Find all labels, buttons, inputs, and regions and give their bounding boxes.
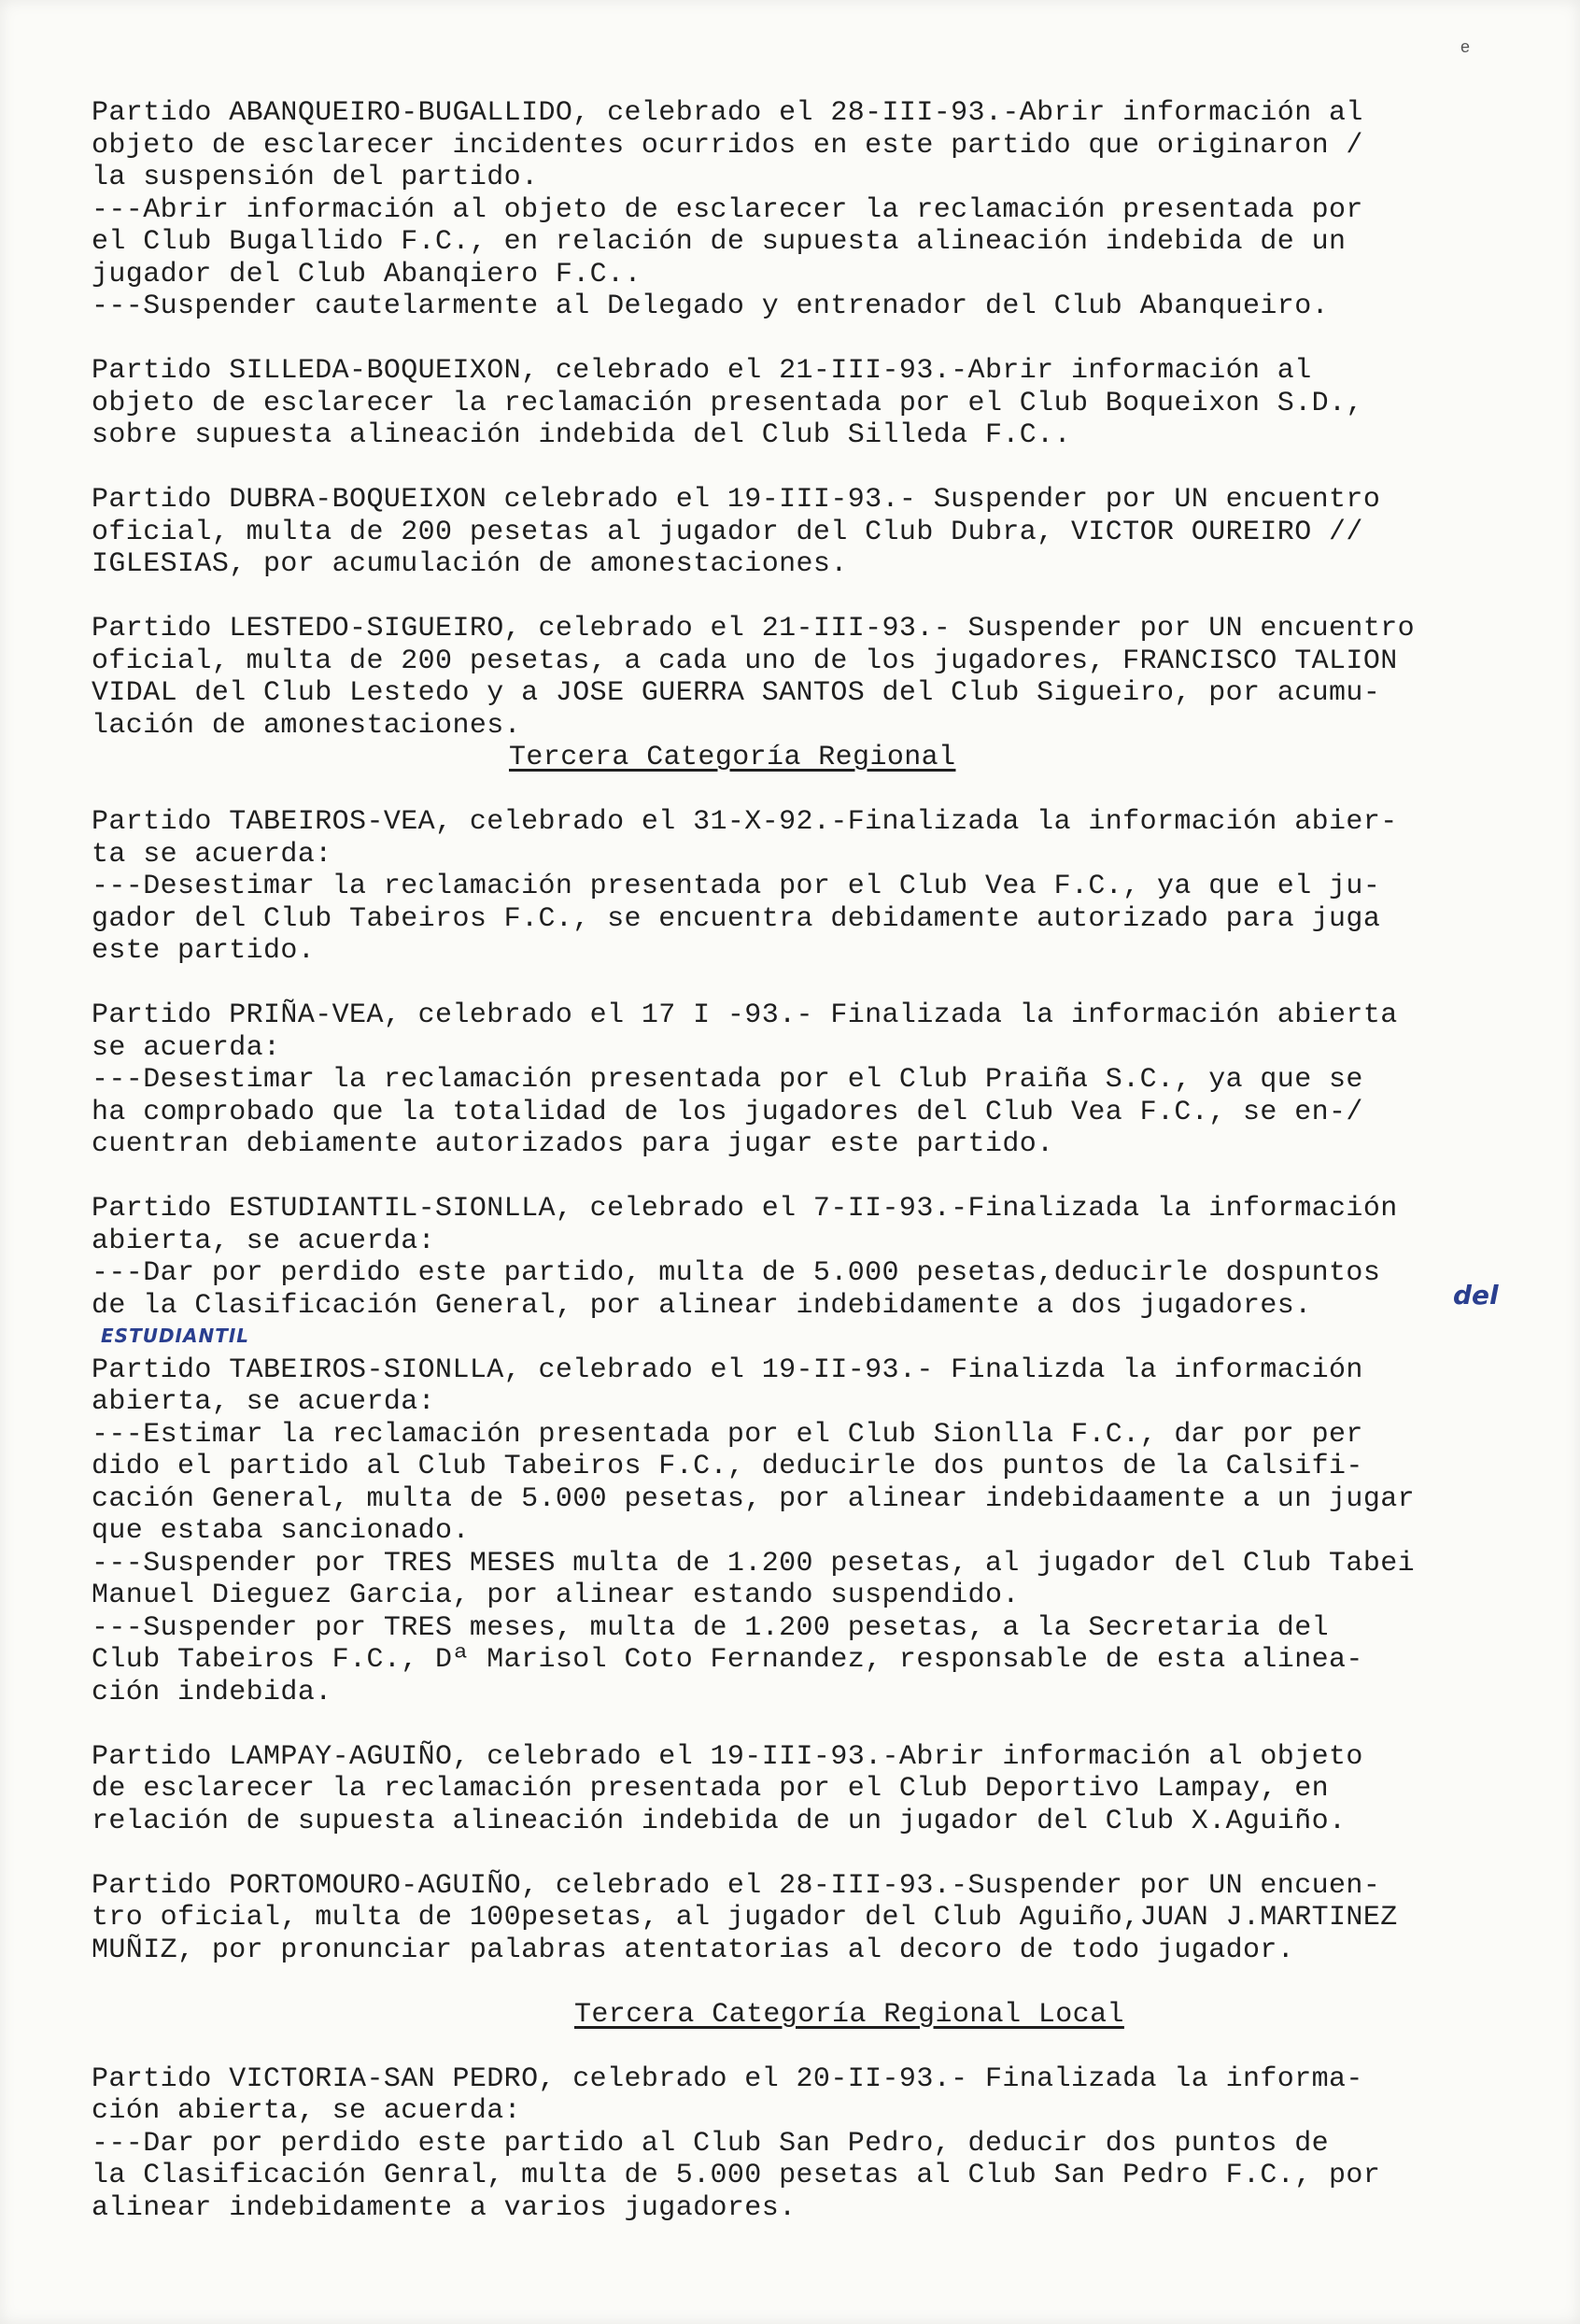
text-line: ha comprobado que la totalidad de los jugadores del Club Vea F.C., se en-/ (92, 1096, 1363, 1128)
blank-line (92, 1966, 1548, 1999)
text-line: ---Suspender por TRES MESES multa de 1.200 pesetas, al jugador del Club Tabei (92, 1547, 1416, 1580)
text-line: Partido ABANQUEIRO-BUGALLIDO, celebrado el 28-III-93.-Abrir información al (92, 97, 1363, 129)
text-line: que estaba sancionado. (92, 1515, 470, 1547)
text-line: Partido TABEIROS-VEA, celebrado el 31-X-92.-Finalizada la información abier- (92, 806, 1398, 838)
blank-line (92, 581, 1548, 614)
text-line: abierta, se acuerda: (92, 1225, 436, 1257)
text-line: de esclarecer la reclamación presentada por el Club Deportivo Lampay, en (92, 1773, 1330, 1805)
handwritten-annotation: ESTUDIANTIL (101, 1325, 250, 1347)
section-heading (92, 1999, 1548, 2032)
text-line: MUÑIZ, por pronunciar palabras atentatorias al decoro de todo jugador. (92, 1934, 1295, 1966)
text-line: Partido SILLEDA-BOQUEIXON, celebrado el 21-III-93.-Abrir información al (92, 355, 1312, 387)
document-body (92, 97, 1548, 2224)
text-line: sobre supuesta alineación indebida del Club Silleda F.C.. (92, 419, 1071, 451)
text-line: alinear indebidamente a varios jugadores. (92, 2191, 797, 2224)
text-line: Partido LESTEDO-SIGUEIRO, celebrado el 21-III-93.- Suspender por UN encuentro (92, 613, 1416, 645)
text-line: Partido PRIÑA-VEA, celebrado el 17 I -93.- Finalizada la información abierta (92, 999, 1398, 1031)
text-line: Partido LAMPAY-AGUIÑO, celebrado el 19-III-93.-Abrir información al objeto (92, 1740, 1363, 1773)
text-line: gador del Club Tabeiros F.C., se encuentra debidamente autorizado para juga (92, 902, 1381, 935)
page-corner-mark: e (1460, 37, 1471, 56)
blank-line (92, 1708, 1548, 1741)
blank-line (92, 1322, 1548, 1354)
text-line: ---Estimar la reclamación presentada por el Club Sionlla F.C., dar por per (92, 1418, 1363, 1451)
text-line: Club Tabeiros F.C., Dª Marisol Coto Fernandez, responsable de esta alinea- (92, 1644, 1363, 1676)
blank-line (92, 452, 1548, 485)
text-line: jugador del Club Abanqiero F.C.. (92, 258, 642, 290)
text-line: VIDAL del Club Lestedo y a JOSE GUERRA SANTOS del Club Sigueiro, por acumu- (92, 677, 1381, 709)
blank-line (92, 1161, 1548, 1194)
text-line: la suspensión del partido. (92, 162, 539, 193)
text-line: ---Suspender por TRES meses, multa de 1.200 pesetas, a la Secretaria del (92, 1611, 1330, 1644)
blank-line (92, 2031, 1548, 2063)
text-line: objeto de esclarecer incidentes ocurridos en este partido que originaron / (92, 129, 1363, 162)
text-line: Partido VICTORIA-SAN PEDRO, celebrado el 20-II-93.- Finalizada la informa- (92, 2062, 1363, 2095)
text-line: ---Desestimar la reclamación presentada por el Club Vea F.C., ya que el ju- (92, 871, 1381, 902)
text-line: lación de amonestaciones. (92, 709, 522, 742)
text-line: se acuerda: (92, 1031, 281, 1064)
text-line: cuentran debiamente autorizados para jugar este partido. (92, 1128, 1054, 1160)
text-line: la Clasificación Genral, multa de 5.000 pesetas al Club San Pedro F.C., por (92, 2160, 1381, 2191)
text-line: tro oficial, multa de 100pesetas, al jugador del Club Aguiño,JUAN J.MARTINEZ (92, 1902, 1398, 1934)
text-line: cación General, multa de 5.000 pesetas, por alinear indebidaamente a un jugar (92, 1482, 1416, 1515)
text-line: este partido. (92, 935, 316, 967)
text-line: Partido TABEIROS-SIONLLA, celebrado el 19-II-93.- Finalizda la información (92, 1353, 1363, 1386)
text-line: ---Desestimar la reclamación presentada por el Club Praiña S.C., ya que se (92, 1064, 1363, 1096)
text-line: oficial, multa de 200 pesetas, a cada uno de los jugadores, FRANCISCO TALION (92, 645, 1398, 677)
text-line: ---Dar por perdido este partido al Club San Pedro, deducir dos puntos de (92, 2127, 1330, 2160)
text-line: de la Clasificación General, por alinear indebidamente a dos jugadores. (92, 1289, 1312, 1322)
text-line: ---Dar por perdido este partido, multa de 5.000 pesetas,deducirle dospuntos (92, 1257, 1381, 1289)
blank-line (92, 323, 1548, 356)
blank-line (92, 774, 1548, 807)
text-line: ción abierta, se acuerda: (92, 2095, 522, 2127)
text-line: objeto de esclarecer la reclamación presentada por el Club Boqueixon S.D., (92, 387, 1363, 419)
text-line: oficial, multa de 200 pesetas al jugador del Club Dubra, VICTOR OUREIRO // (92, 516, 1363, 548)
text-line: ción indebida. (92, 1676, 332, 1708)
text-line: Partido ESTUDIANTIL-SIONLLA, celebrado el 7-II-93.-Finalizada la información (92, 1193, 1398, 1225)
text-line: IGLESIAS, por acumulación de amonestaciones. (92, 548, 848, 580)
text-line: ta se acuerda: (92, 838, 332, 871)
text-line: ---Suspender cautelarmente al Delegado y entrenador del Club Abanqueiro. (92, 290, 1330, 322)
text-line: dido el partido al Club Tabeiros F.C., deducirle dos puntos de la Calsifi- (92, 1451, 1363, 1482)
text-line: abierta, se acuerda: (92, 1386, 436, 1418)
section-heading (92, 742, 1548, 774)
text-line: relación de supuesta alineación indebida de un jugador del Club X.Aguiño. (92, 1805, 1347, 1837)
handwritten-annotation: del (1453, 1280, 1499, 1311)
blank-line (92, 968, 1548, 1000)
text-line: Partido PORTOMOURO-AGUIÑO, celebrado el 28-III-93.-Suspender por UN encuen- (92, 1869, 1381, 1902)
text-line: ---Abrir información al objeto de esclarecer la reclamación presentada por (92, 193, 1363, 226)
text-line: Manuel Dieguez Garcia, por alinear estando suspendido. (92, 1580, 1020, 1611)
section-heading-text: Tercera Categoría Regional Local (574, 1998, 1124, 2031)
text-line: el Club Bugallido F.C., en relación de supuesta alineación indebida de un (92, 226, 1347, 258)
section-heading-text: Tercera Categoría Regional (509, 742, 956, 773)
text-line: Partido DUBRA-BOQUEIXON celebrado el 19-III-93.- Suspender por UN encuentro (92, 484, 1381, 516)
blank-line (92, 1837, 1548, 1870)
